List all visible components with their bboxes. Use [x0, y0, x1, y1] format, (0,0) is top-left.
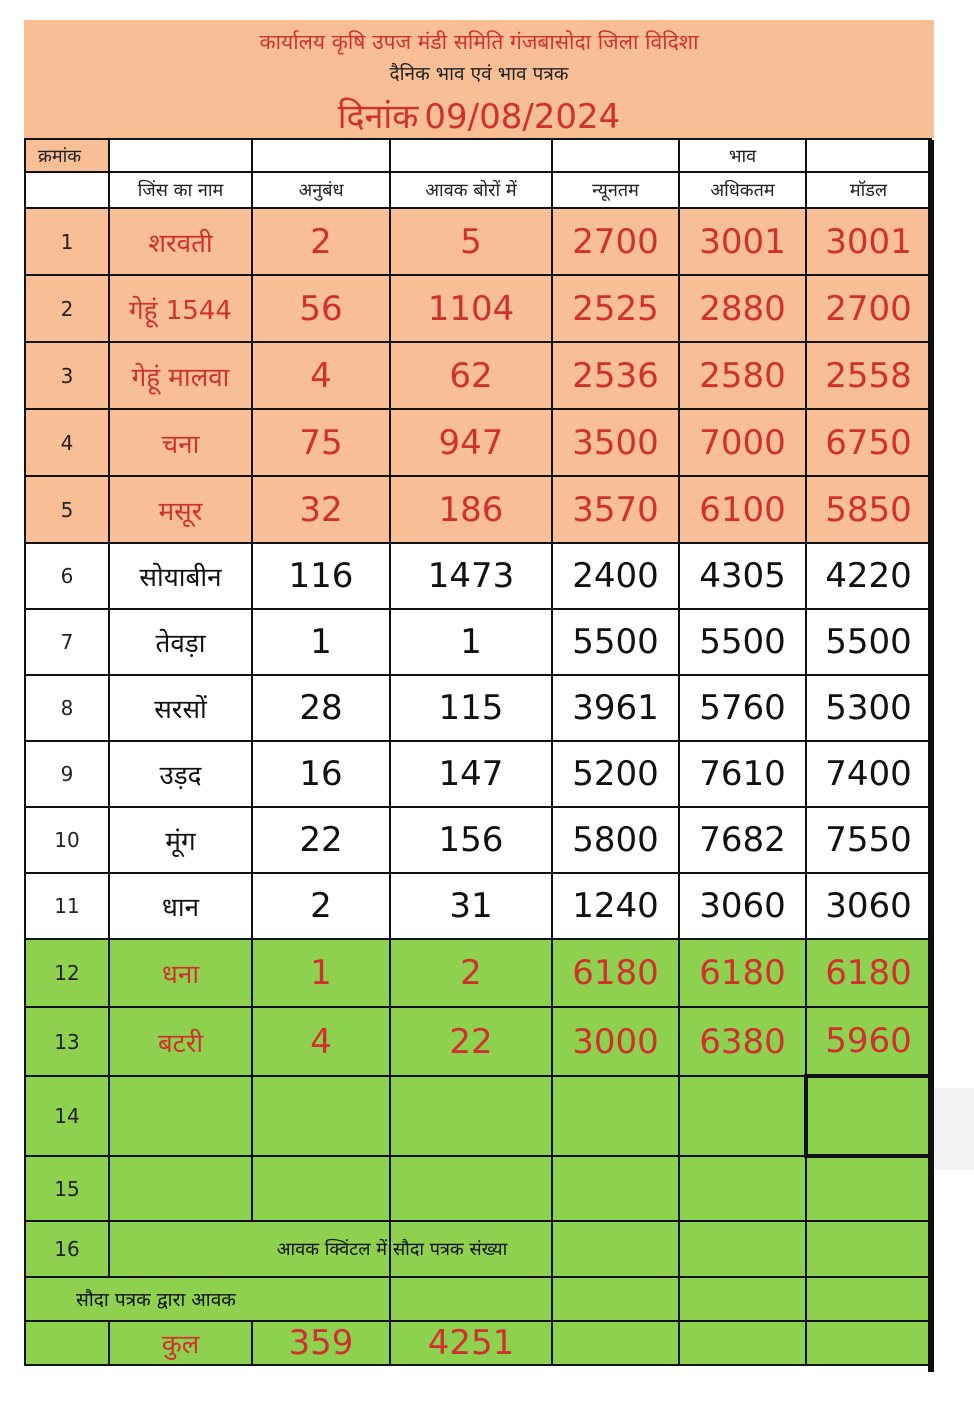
commodity-name: सरसों: [109, 675, 252, 741]
arrival-value: 62: [390, 342, 552, 409]
serial-cell: 8: [25, 675, 109, 741]
max-price: 2880: [679, 275, 806, 342]
office-title: कार्यालय कृषि उपज मंडी समिति गंजबासोदा जिला विदिशा: [259, 30, 699, 54]
contract-value: 1: [252, 939, 390, 1007]
empty-cell: [679, 1076, 806, 1156]
price-table: [24, 138, 933, 1366]
edge-strip: [934, 1088, 974, 1170]
modal-price: 4220: [806, 543, 931, 609]
min-price: 5500: [552, 609, 679, 675]
empty-cell: [252, 1076, 390, 1156]
commodity-name: मूंग: [109, 807, 252, 873]
modal-price: 3060: [806, 873, 931, 939]
table-row: [25, 873, 931, 939]
modal-price: 5500: [806, 609, 931, 675]
empty-cell: [552, 1156, 679, 1221]
empty-cell: [679, 1277, 806, 1321]
max-price: 5760: [679, 675, 806, 741]
modal-price: 7550: [806, 807, 931, 873]
serial-cell: 10: [25, 807, 109, 873]
table-row: [25, 275, 931, 342]
table-row: [25, 476, 931, 543]
contract-value: 16: [252, 741, 390, 807]
serial-cell: 5: [25, 476, 109, 543]
modal-price: 6750: [806, 409, 931, 476]
col-max-header: अधिकतम: [679, 172, 806, 208]
max-price: 3001: [679, 208, 806, 275]
min-price: 5800: [552, 807, 679, 873]
empty-cell: [806, 1156, 931, 1221]
header-blank: [552, 139, 679, 172]
arrival-value: 115: [390, 675, 552, 741]
contract-value: 1: [252, 609, 390, 675]
serial-cell: 7: [25, 609, 109, 675]
max-price: 6380: [679, 1007, 806, 1076]
deal-count-note: सौदा पत्रक संख्या: [390, 1221, 552, 1277]
max-price: 6180: [679, 939, 806, 1007]
table-row: [25, 1221, 931, 1277]
min-price: 2400: [552, 543, 679, 609]
price-sheet: [24, 20, 934, 1366]
modal-price: 2700: [806, 275, 931, 342]
sheet-date: [24, 92, 934, 138]
col-min-header: न्यूनतम: [552, 172, 679, 208]
contract-value: 32: [252, 476, 390, 543]
commodity-name: बटरी: [109, 1007, 252, 1076]
modal-price: 5850: [806, 476, 931, 543]
modal-price: 7400: [806, 741, 931, 807]
min-price: 5200: [552, 741, 679, 807]
arrival-value: 1104: [390, 275, 552, 342]
arrival-value: 1473: [390, 543, 552, 609]
col-arrival-header: आवक बोरों में: [390, 172, 552, 208]
commodity-name: तेवड़ा: [109, 609, 252, 675]
empty-cell: [109, 1076, 252, 1156]
empty-cell: [679, 1221, 806, 1277]
commodity-name: गेहूं 1544: [109, 275, 252, 342]
selected-cell[interactable]: [806, 1076, 931, 1156]
arrival-value: 147: [390, 741, 552, 807]
table-row: [25, 342, 931, 409]
max-price: 7000: [679, 409, 806, 476]
serial-cell: 4: [25, 409, 109, 476]
serial-cell: 16: [25, 1221, 109, 1277]
deal-arrival-note: सौदा पत्रक द्वारा आवक: [25, 1277, 390, 1321]
min-price: 2700: [552, 208, 679, 275]
table-row: [25, 409, 931, 476]
min-price: 3500: [552, 409, 679, 476]
arrival-value: 186: [390, 476, 552, 543]
empty-cell: [806, 1277, 931, 1321]
serial-cell: 12: [25, 939, 109, 1007]
contract-value: 22: [252, 807, 390, 873]
arrival-value: 22: [390, 1007, 552, 1076]
min-price: 6180: [552, 939, 679, 1007]
empty-cell: [806, 1321, 931, 1365]
table-row: [25, 609, 931, 675]
total-row: [25, 1321, 931, 1365]
serial-cell: 3: [25, 342, 109, 409]
arrival-value: 947: [390, 409, 552, 476]
table-row: [25, 1076, 931, 1156]
arrival-quintal-note: आवक क्विंटल में: [109, 1221, 390, 1277]
right-border: [928, 140, 934, 1372]
max-price: 7682: [679, 807, 806, 873]
min-price: 3570: [552, 476, 679, 543]
empty-cell: [679, 1321, 806, 1365]
contract-value: 4: [252, 1007, 390, 1076]
date-label: दिनांक: [337, 97, 419, 137]
contract-value: 116: [252, 543, 390, 609]
contract-value: 75: [252, 409, 390, 476]
table-row: [25, 675, 931, 741]
total-label: कुल: [109, 1321, 252, 1365]
table-row: [25, 741, 931, 807]
empty-cell: [390, 1076, 552, 1156]
empty-cell: [25, 1321, 109, 1365]
serial-cell: 14: [25, 1076, 109, 1156]
commodity-name: गेहूं मालवा: [109, 342, 252, 409]
col-price-group-header: भाव: [679, 139, 806, 172]
contract-value: 56: [252, 275, 390, 342]
contract-value: 28: [252, 675, 390, 741]
max-price: 5500: [679, 609, 806, 675]
arrival-value: 156: [390, 807, 552, 873]
arrival-value: 1: [390, 609, 552, 675]
table-row: [25, 208, 931, 275]
min-price: 2525: [552, 275, 679, 342]
modal-price: 6180: [806, 939, 931, 1007]
serial-cell: 11: [25, 873, 109, 939]
empty-cell: [552, 1277, 679, 1321]
commodity-name: चना: [109, 409, 252, 476]
total-arrival: 4251: [390, 1321, 552, 1365]
table-row: [25, 1007, 931, 1076]
sheet-subtitle: दैनिक भाव एवं भाव पत्रक: [389, 63, 569, 85]
modal-price: 3001: [806, 208, 931, 275]
max-price: 7610: [679, 741, 806, 807]
empty-cell: [552, 1076, 679, 1156]
header-blank: [806, 139, 931, 172]
min-price: 3000: [552, 1007, 679, 1076]
commodity-name: मसूर: [109, 476, 252, 543]
col-serial-header: क्रमांक: [25, 139, 109, 172]
header-blank: [390, 139, 552, 172]
empty-cell: [390, 1156, 552, 1221]
empty-cell: [552, 1221, 679, 1277]
commodity-name: उड़द: [109, 741, 252, 807]
header-row-1: [25, 139, 931, 172]
commodity-name: शरवती: [109, 208, 252, 275]
table-row: [25, 807, 931, 873]
total-contract: 359: [252, 1321, 390, 1365]
col-modal-header: मॉडल: [806, 172, 931, 208]
arrival-value: 31: [390, 873, 552, 939]
empty-cell: [252, 1156, 390, 1221]
table-row: [25, 1156, 931, 1221]
serial-cell: 2: [25, 275, 109, 342]
sheet-header: [24, 20, 934, 138]
table-row: [25, 1277, 931, 1321]
commodity-name: धना: [109, 939, 252, 1007]
arrival-value: 2: [390, 939, 552, 1007]
min-price: 3961: [552, 675, 679, 741]
max-price: 2580: [679, 342, 806, 409]
empty-cell: [390, 1277, 552, 1321]
max-price: 6100: [679, 476, 806, 543]
empty-cell: [679, 1156, 806, 1221]
table-row: [25, 939, 931, 1007]
commodity-name: सोयाबीन: [109, 543, 252, 609]
contract-value: 2: [252, 873, 390, 939]
header-blank: [109, 139, 252, 172]
modal-price: 5300: [806, 675, 931, 741]
max-price: 3060: [679, 873, 806, 939]
commodity-name: धान: [109, 873, 252, 939]
serial-cell: 13: [25, 1007, 109, 1076]
modal-price: 2558: [806, 342, 931, 409]
empty-cell: [552, 1321, 679, 1365]
contract-value: 4: [252, 342, 390, 409]
min-price: 1240: [552, 873, 679, 939]
col-contract-header: अनुबंध: [252, 172, 390, 208]
header-blank: [252, 139, 390, 172]
arrival-value: 5: [390, 208, 552, 275]
serial-cell: 6: [25, 543, 109, 609]
max-price: 4305: [679, 543, 806, 609]
date-value: 09/08/2024: [424, 97, 621, 137]
contract-value: 2: [252, 208, 390, 275]
serial-cell: 15: [25, 1156, 109, 1221]
header-row-2: [25, 172, 931, 208]
col-commodity-header: जिंस का नाम: [109, 172, 252, 208]
min-price: 2536: [552, 342, 679, 409]
serial-cell: 9: [25, 741, 109, 807]
empty-cell: [109, 1156, 252, 1221]
serial-cell: 1: [25, 208, 109, 275]
empty-cell: [806, 1221, 931, 1277]
header-blank: [25, 172, 109, 208]
table-row: [25, 543, 931, 609]
modal-price: 5960: [806, 1007, 931, 1076]
